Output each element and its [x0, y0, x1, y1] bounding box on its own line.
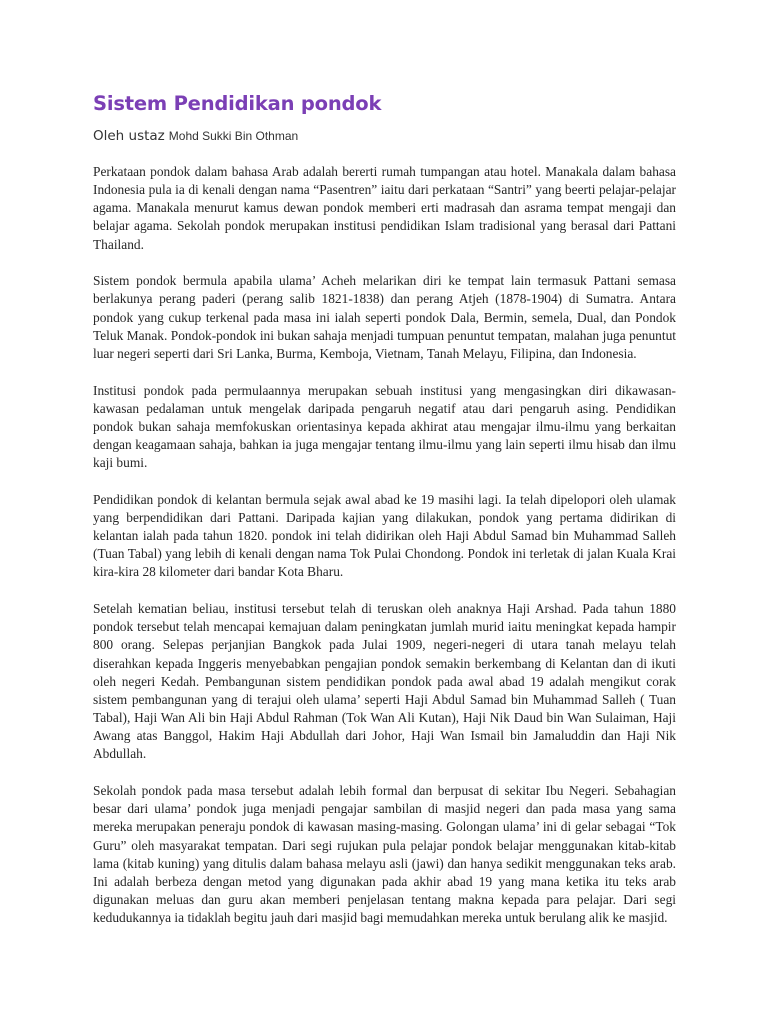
author-byline [93, 126, 676, 146]
article-body [93, 163, 676, 927]
paragraph: Perkataan pondok dalam bahasa Arab adalah bererti rumah tumpangan atau hotel. Manakala dalam bahasa Indonesia pula ia di kenali dengan nama “Pasentren” iaitu dari perkataan “Santri” yang beerti pelajar-pelajar agama. Manakala menurut kamus dewan pondok memberi erti madrasah dan asrama tempat mengaji dan belajar agama. Sekolah pondok merupakan institusi pendidikan Islam tradisional yang berasal dari Pattani Thailand. [93, 164, 676, 252]
article-title: Sistem Pendidikan pondok [93, 92, 382, 115]
byline-lead: Oleh ustaz [93, 128, 165, 144]
paragraph: Institusi pondok pada permulaannya merupakan sebuah institusi yang mengasingkan diri dikawasan-kawasan pedalaman untuk mengelak daripada pengaruh negatif atau dari pengaruh asing. Pendidikan pondok bukan sahaja memfokuskan orientasinya kepada akhirat atau mengajar ilmu-ilmu yang berkaitan dengan keagamaan sahaja, bahkan ia juga mengajar tentang ilmu-ilmu yang lain seperti ilmu hisab dan ilmu kaji bumi. [93, 382, 676, 471]
paragraph: Sekolah pondok pada masa tersebut adalah lebih formal dan berpusat di sekitar Ibu Negeri. Sebahagian besar dari ulama’ pondok juga menjadi pengajar sambilan di masjid negeri dan pada masa yang sama mereka merupakan peneraju pondok di kawasan masing-masing. Golongan ulama’ ini di gelar sebagai “Tok Guru” oleh masyarakat tempatan. Dari segi rujukan pula pelajar pondok belajar menggunakan kitab-kitab lama (kitab kuning) yang ditulis dalam bahasa melayu asli (jawi) dan hanya sedikit menggunakan teks arab. Ini adalah berbeza dengan metod yang digunakan pada akhir abad 19 yang mana ketika itu teks arab digunakan meluas dan guru akan memberi penjelasan tentang makna kepada para pelajar. Dari segi kedudukannya ia tidaklah begitu jauh dari masjid bagi memudahkan mereka untuk berulang alik ke masjid. [93, 783, 676, 926]
document-page [93, 88, 676, 946]
paragraph: Setelah kematian beliau, institusi tersebut telah di teruskan oleh anaknya Haji Arshad. Pada tahun 1880 pondok tersebut telah mencapai kemajuan dalam peningkatan jumlah murid iaitu meningkat kepada hampir 800 orang. Selepas perjanjian Bangkok pada Julai 1909, negeri-negeri di utara tanah melayu telah diserahkan kepada Inggeris menyebabkan pengajian pondok semakin berkembang di Kelantan dan di ikuti oleh negeri Kedah. Pembangunan sistem pendidikan pondok pada awal abad 19 adalah mengikut corak sistem pembangunan yang di terajui oleh ulama’ seperti Haji Abdul Samad bin Muhammad Salleh ( Tuan Tabal), Haji Wan Ali bin Haji Abdul Rahman (Tok Wan Ali Kutan), Haji Nik Daud bin Wan Sulaiman, Haji Awang atas Banggol, Hakim Haji Abdullah dari Johor, Haji Wan Ismail bin Jamaluddin dan Haji Nik Abdullah. [93, 601, 676, 762]
paragraph: Sistem pondok bermula apabila ulama’ Acheh melarikan diri ke tempat lain termasuk Pattani semasa berlakunya perang paderi (perang salib 1821-1838) dan perang Atjeh (1878-1904) di Sumatra. Antara pondok yang cukup terkenal pada masa ini ialah seperti pondok Dala, Bermin, semela, Dual, dan Pondok Teluk Manak. Pondok-pondok ini bukan sahaja menjadi tumpuan penuntut tempatan, malahan juga penuntut luar negeri seperti dari Sri Lanka, Burma, Kemboja, Vietnam, Tanah Melayu, Filipina, dan Indonesia. [93, 273, 676, 361]
paragraph: Pendidikan pondok di kelantan bermula sejak awal abad ke 19 masihi lagi. Ia telah dipelopori oleh ulamak yang berpendidikan dari Pattani. Daripada kajian yang dilakukan, pondok yang pertama didirikan di kelantan ialah pada tahun 1820. pondok ini telah didirikan oleh Haji Abdul Samad bin Muhammad Salleh (Tuan Tabal) yang lebih di kenali dengan nama Tok Pulai Chondong. Pondok ini terletak di jalan Kuala Krai kira-kira 28 kilometer dari bandar Kota Bharu. [93, 491, 676, 580]
author-name: Mohd Sukki Bin Othman [168, 129, 299, 143]
